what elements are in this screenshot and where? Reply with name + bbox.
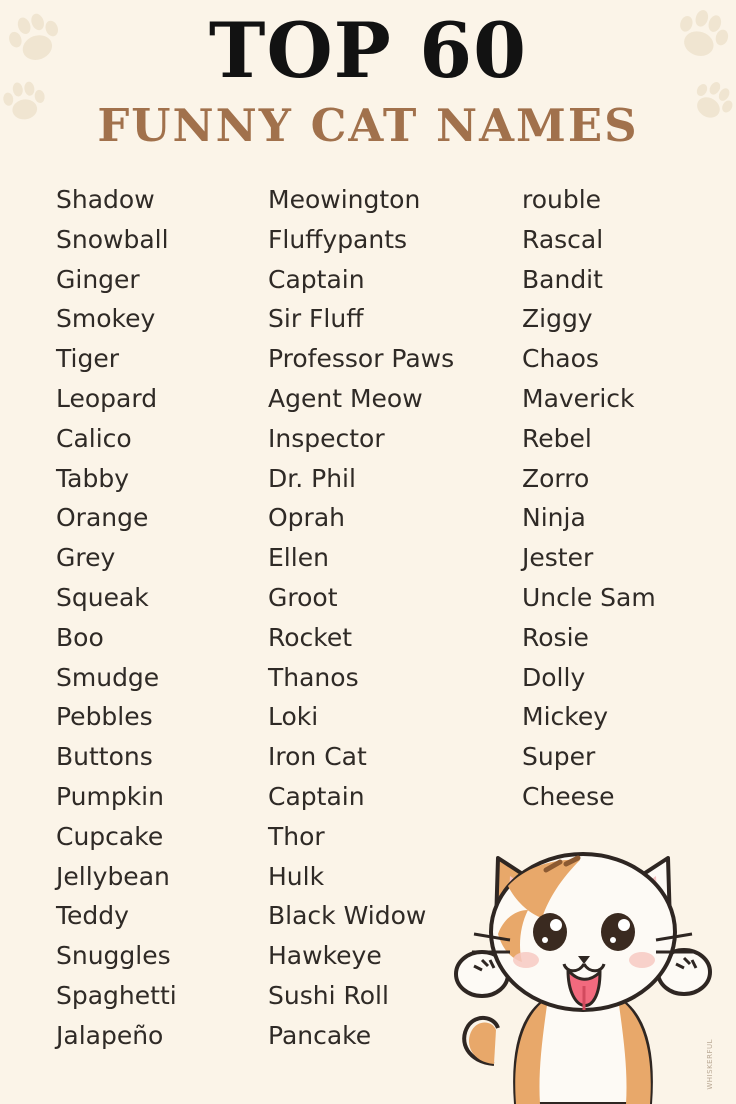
list-item: Grey (56, 543, 116, 573)
list-item: Smokey (56, 304, 156, 334)
list-item: Mickey (522, 702, 609, 732)
list-item: Super (522, 742, 596, 772)
list-item: Hawkeye (268, 941, 382, 971)
list-item: Rebel (522, 423, 592, 453)
list-item: Bandit (522, 264, 603, 294)
list-item: Shadow (56, 185, 155, 214)
list-item: Snuggles (56, 941, 171, 971)
list-item: Smudge (56, 662, 160, 692)
list-item: Hulk (268, 861, 325, 891)
list-item: Calico (56, 423, 132, 453)
title-block (0, 0, 736, 153)
list-item: Thanos (268, 662, 359, 692)
list-item: Professor Paws (268, 344, 455, 374)
list-item: Spaghetti (56, 980, 177, 1010)
cat-illustration (438, 814, 728, 1104)
list-item: Pebbles (56, 702, 153, 732)
paw-print-icon (0, 75, 51, 133)
list-item: Groot (268, 582, 338, 612)
list-item: Snowball (56, 224, 169, 254)
list-item: Jalapeño (56, 1020, 164, 1050)
list-item: Jester (522, 543, 594, 573)
list-item: Chaos (522, 344, 599, 374)
list-item: Pancake (268, 1020, 372, 1050)
list-item: Tiger (56, 344, 119, 374)
list-item: Pumpkin (56, 781, 164, 811)
list-item: Inspector (268, 423, 385, 453)
list-item: Dolly (522, 662, 586, 692)
list-item: Squeak (56, 582, 149, 612)
list-item: Buttons (56, 742, 153, 772)
list-item: rouble (522, 185, 602, 214)
list-item: Thor (268, 821, 325, 851)
list-item: Black Widow (268, 901, 427, 931)
list-item: Cupcake (56, 821, 164, 851)
list-item: Teddy (56, 901, 129, 931)
list-item: Maverick (522, 383, 635, 413)
list-item: Rascal (522, 224, 604, 254)
list-item: Meowington (268, 185, 421, 214)
watermark: WHISKERFUL (706, 1039, 714, 1090)
page-title: TOP 60 (208, 6, 528, 95)
list-item: Cheese (522, 781, 615, 811)
page-subtitle: FUNNY CAT NAMES (97, 99, 639, 153)
list-item: Dr. Phil (268, 463, 356, 493)
list-item: Orange (56, 503, 149, 533)
list-item: Jellybean (56, 861, 170, 891)
list-item: Zorro (522, 463, 590, 493)
list-item: Sushi Roll (268, 980, 389, 1010)
list-item: Uncle Sam (522, 582, 656, 612)
list-item: Loki (268, 702, 319, 732)
list-item: Iron Cat (268, 742, 367, 772)
list-item: Agent Meow (268, 383, 423, 413)
list-item: Captain (268, 781, 365, 811)
list-item: Oprah (268, 503, 345, 533)
list-item: Ninja (522, 503, 586, 533)
list-item: Tabby (56, 463, 129, 493)
list-item: Rocket (268, 622, 353, 652)
list-item: Leopard (56, 383, 158, 413)
list-item: Ginger (56, 264, 140, 294)
list-item: Sir Fluff (268, 304, 364, 334)
names-column-1 (56, 180, 268, 1056)
list-item: Captain (268, 264, 365, 294)
list-item: Fluffypants (268, 224, 408, 254)
list-item: Ziggy (522, 304, 593, 334)
list-item: Ellen (268, 543, 329, 573)
list-item: Rosie (522, 622, 589, 652)
list-item: Boo (56, 622, 104, 652)
